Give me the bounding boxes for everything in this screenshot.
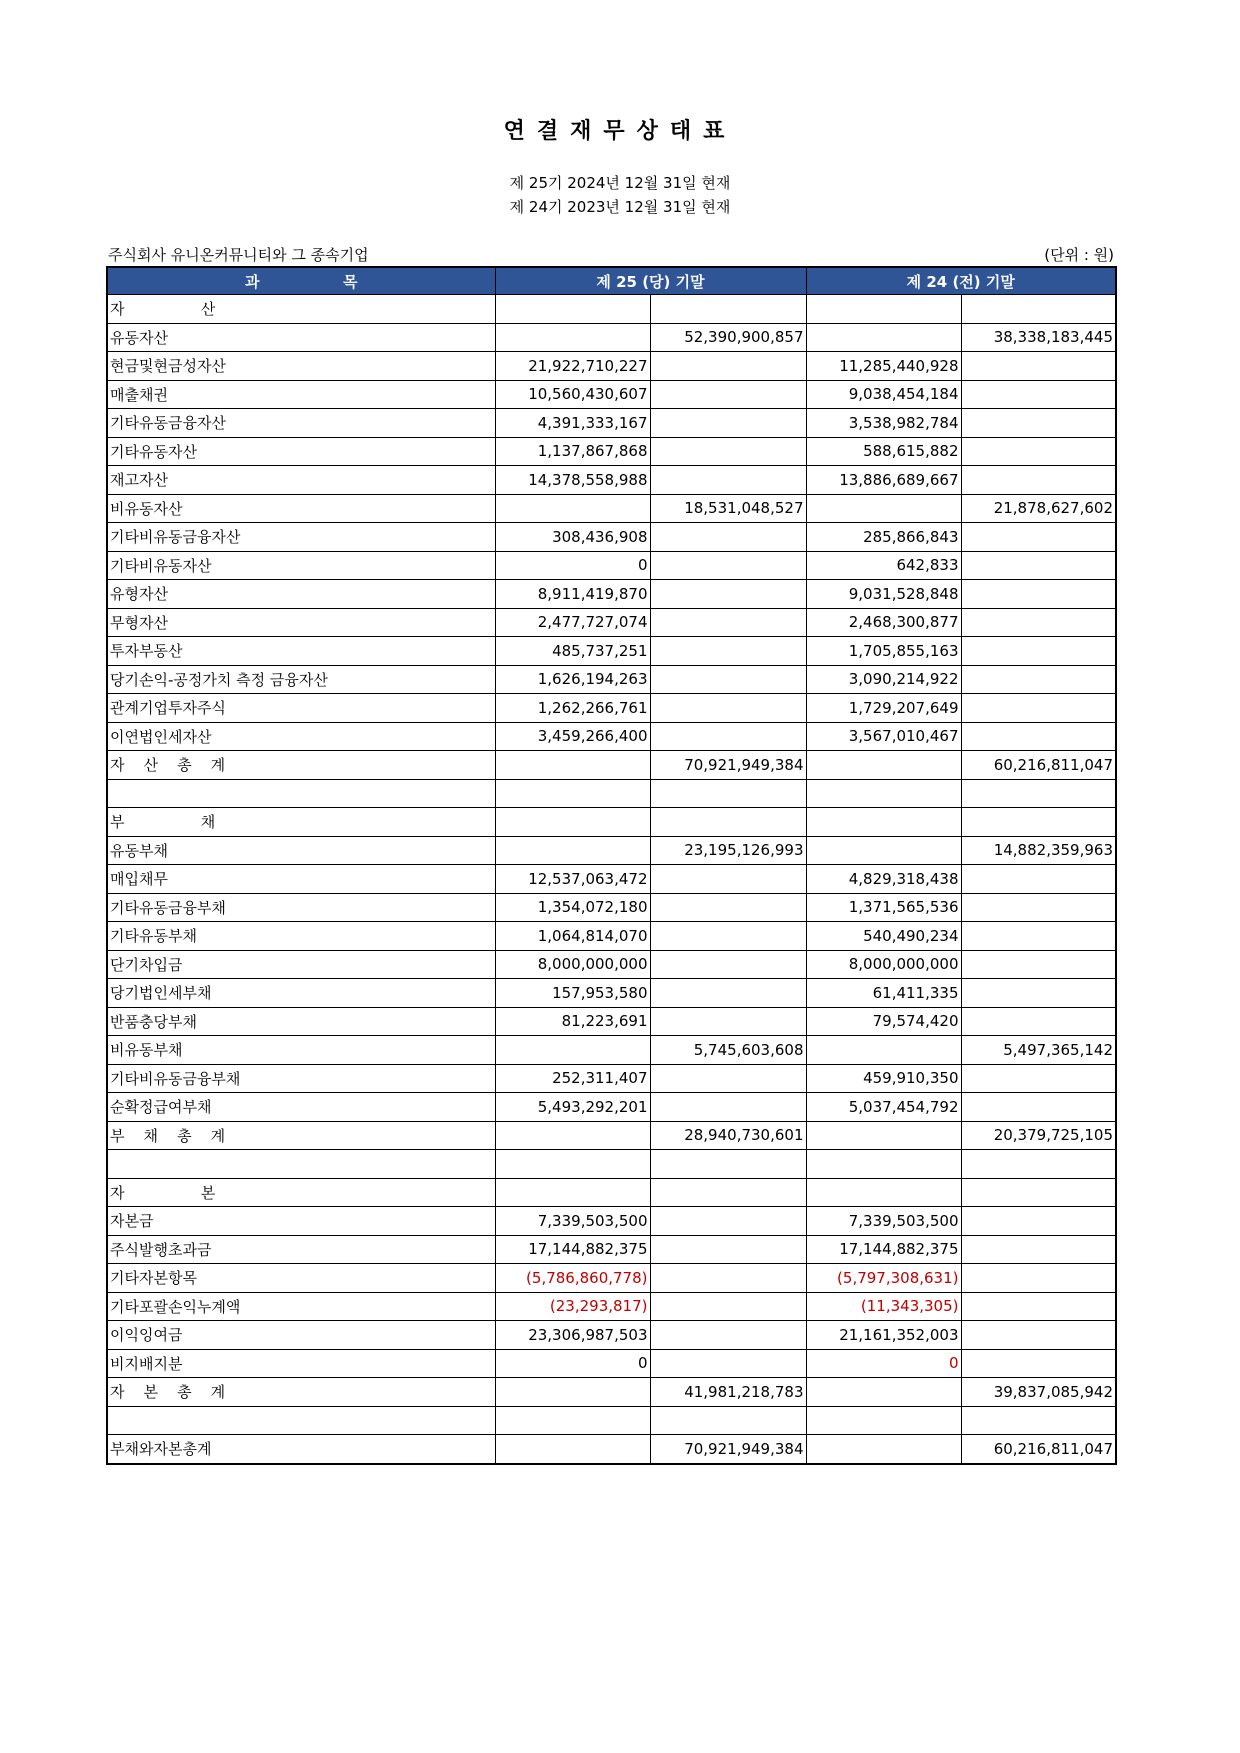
row-label: 당기법인세부채: [107, 979, 495, 1008]
table-row: [107, 637, 1116, 666]
current-total-value: [650, 722, 806, 751]
current-detail-value: [495, 494, 650, 523]
row-label: 유동자산: [107, 323, 495, 352]
table-row: [107, 1178, 1116, 1207]
current-total-value: [650, 1207, 806, 1236]
current-detail-value: 21,922,710,227: [495, 352, 650, 381]
prior-detail-value: 588,615,882: [806, 437, 961, 466]
prior-detail-value: 1,705,855,163: [806, 637, 961, 666]
current-detail-value: [495, 1121, 650, 1150]
prior-total-value: [961, 1207, 1116, 1236]
prior-detail-value: 17,144,882,375: [806, 1235, 961, 1264]
current-total-value: 70,921,949,384: [650, 751, 806, 780]
prior-total-value: [961, 580, 1116, 609]
prior-detail-value: 8,000,000,000: [806, 950, 961, 979]
table-row: [107, 722, 1116, 751]
row-label: 매출채권: [107, 380, 495, 409]
current-detail-value: 252,311,407: [495, 1064, 650, 1093]
table-row: [107, 694, 1116, 723]
prior-total-value: 5,497,365,142: [961, 1036, 1116, 1065]
current-total-value: [650, 409, 806, 438]
current-detail-value: [495, 1378, 650, 1407]
prior-total-value: [961, 380, 1116, 409]
current-detail-value: 0: [495, 1349, 650, 1378]
row-label: 주식발행초과금: [107, 1235, 495, 1264]
current-total-value: [650, 1093, 806, 1122]
prior-total-value: 14,882,359,963: [961, 836, 1116, 865]
unit-label: (단위 : 원): [1044, 246, 1114, 264]
prior-total-value: [961, 979, 1116, 1008]
current-detail-value: 3,459,266,400: [495, 722, 650, 751]
prior-detail-value: [806, 808, 961, 837]
prior-total-value: 20,379,725,105: [961, 1121, 1116, 1150]
current-total-value: [650, 637, 806, 666]
header-item: 과 목: [107, 267, 495, 295]
row-label: 기타비유동자산: [107, 551, 495, 580]
prior-detail-value: [806, 1406, 961, 1435]
prior-total-value: 60,216,811,047: [961, 751, 1116, 780]
prior-total-value: [961, 1178, 1116, 1207]
prior-total-value: [961, 694, 1116, 723]
row-label: 자 본: [107, 1178, 495, 1207]
table-row: [107, 922, 1116, 951]
current-detail-value: 485,737,251: [495, 637, 650, 666]
current-total-value: [650, 1406, 806, 1435]
table-row: [107, 380, 1116, 409]
prior-total-value: [961, 437, 1116, 466]
current-detail-value: (23,293,817): [495, 1292, 650, 1321]
table-row: [107, 808, 1116, 837]
current-total-value: 28,940,730,601: [650, 1121, 806, 1150]
header-prior: 제 24 (전) 기말: [806, 267, 1116, 295]
row-label: 자 본 총 계: [107, 1378, 495, 1407]
current-detail-value: 1,354,072,180: [495, 893, 650, 922]
table-row: [107, 1036, 1116, 1065]
current-total-value: [650, 1292, 806, 1321]
current-total-value: [650, 437, 806, 466]
row-label: [107, 1150, 495, 1179]
table-row: [107, 352, 1116, 381]
current-detail-value: 5,493,292,201: [495, 1093, 650, 1122]
current-total-value: [650, 694, 806, 723]
prior-total-value: 60,216,811,047: [961, 1435, 1116, 1464]
table-row: [107, 1321, 1116, 1350]
prior-detail-value: 61,411,335: [806, 979, 961, 1008]
current-detail-value: [495, 323, 650, 352]
table-row: [107, 950, 1116, 979]
current-total-value: [650, 893, 806, 922]
current-total-value: [650, 779, 806, 808]
row-label: 유동부채: [107, 836, 495, 865]
prior-total-value: [961, 808, 1116, 837]
current-total-value: [650, 466, 806, 495]
prior-total-value: [961, 665, 1116, 694]
current-detail-value: (5,786,860,778): [495, 1264, 650, 1293]
row-label: 자 산 총 계: [107, 751, 495, 780]
row-label: 관계기업투자주식: [107, 694, 495, 723]
period-prior: 제 24기 2023년 12월 31일 현재: [509, 198, 731, 216]
table-row: [107, 1292, 1116, 1321]
current-detail-value: 7,339,503,500: [495, 1207, 650, 1236]
prior-detail-value: 285,866,843: [806, 523, 961, 552]
row-label: 무형자산: [107, 608, 495, 637]
row-label: 비지배지분: [107, 1349, 495, 1378]
current-total-value: [650, 523, 806, 552]
table-row: [107, 466, 1116, 495]
current-total-value: [650, 665, 806, 694]
prior-detail-value: (11,343,305): [806, 1292, 961, 1321]
row-label: 기타유동금융자산: [107, 409, 495, 438]
row-label: 비유동부채: [107, 1036, 495, 1065]
table-row: [107, 665, 1116, 694]
row-label: 비유동자산: [107, 494, 495, 523]
row-label: 이익잉여금: [107, 1321, 495, 1350]
prior-total-value: [961, 1235, 1116, 1264]
current-total-value: 41,981,218,783: [650, 1378, 806, 1407]
table-body: [107, 295, 1116, 1464]
prior-detail-value: 13,886,689,667: [806, 466, 961, 495]
prior-total-value: [961, 551, 1116, 580]
prior-detail-value: [806, 295, 961, 324]
current-detail-value: [495, 1178, 650, 1207]
current-total-value: [650, 1264, 806, 1293]
row-label: 기타자본항목: [107, 1264, 495, 1293]
current-detail-value: 12,537,063,472: [495, 865, 650, 894]
prior-detail-value: 11,285,440,928: [806, 352, 961, 381]
table-row: [107, 979, 1116, 1008]
current-total-value: [650, 1321, 806, 1350]
table-row: [107, 1435, 1116, 1464]
table-row: [107, 1064, 1116, 1093]
current-detail-value: 8,000,000,000: [495, 950, 650, 979]
prior-total-value: [961, 1321, 1116, 1350]
prior-total-value: [961, 1093, 1116, 1122]
prior-detail-value: 5,037,454,792: [806, 1093, 961, 1122]
table-row: [107, 893, 1116, 922]
current-detail-value: [495, 1150, 650, 1179]
prior-detail-value: [806, 779, 961, 808]
prior-total-value: 21,878,627,602: [961, 494, 1116, 523]
current-detail-value: 23,306,987,503: [495, 1321, 650, 1350]
prior-total-value: [961, 1292, 1116, 1321]
company-name: 주식회사 유니온커뮤니티와 그 종속기업: [108, 246, 369, 264]
prior-detail-value: 3,538,982,784: [806, 409, 961, 438]
prior-detail-value: [806, 836, 961, 865]
table-row: [107, 751, 1116, 780]
row-label: 기타포괄손익누계액: [107, 1292, 495, 1321]
row-label: 자 산: [107, 295, 495, 324]
prior-detail-value: 4,829,318,438: [806, 865, 961, 894]
current-detail-value: [495, 751, 650, 780]
prior-total-value: 39,837,085,942: [961, 1378, 1116, 1407]
prior-total-value: [961, 466, 1116, 495]
table-row: [107, 523, 1116, 552]
prior-detail-value: [806, 494, 961, 523]
balance-sheet-table: [106, 266, 1117, 1465]
current-total-value: 70,921,949,384: [650, 1435, 806, 1464]
prior-total-value: 38,338,183,445: [961, 323, 1116, 352]
current-total-value: [650, 1235, 806, 1264]
prior-detail-value: [806, 751, 961, 780]
current-total-value: [650, 295, 806, 324]
table-row: [107, 295, 1116, 324]
row-label: 단기차입금: [107, 950, 495, 979]
current-detail-value: 1,626,194,263: [495, 665, 650, 694]
row-label: 기타유동자산: [107, 437, 495, 466]
current-detail-value: 1,262,266,761: [495, 694, 650, 723]
table-row: [107, 1121, 1116, 1150]
prior-detail-value: 1,371,565,536: [806, 893, 961, 922]
prior-detail-value: 540,490,234: [806, 922, 961, 951]
prior-total-value: [961, 1150, 1116, 1179]
current-total-value: 23,195,126,993: [650, 836, 806, 865]
current-detail-value: [495, 779, 650, 808]
header-current: 제 25 (당) 기말: [495, 267, 806, 295]
table-row: [107, 865, 1116, 894]
current-detail-value: 1,064,814,070: [495, 922, 650, 951]
table-row: [107, 1378, 1116, 1407]
table-row: [107, 1207, 1116, 1236]
current-detail-value: [495, 1435, 650, 1464]
current-detail-value: 4,391,333,167: [495, 409, 650, 438]
row-label: [107, 779, 495, 808]
current-total-value: 52,390,900,857: [650, 323, 806, 352]
row-label: 자본금: [107, 1207, 495, 1236]
current-detail-value: 0: [495, 551, 650, 580]
current-detail-value: [495, 1406, 650, 1435]
row-label: 재고자산: [107, 466, 495, 495]
current-total-value: [650, 608, 806, 637]
prior-detail-value: 1,729,207,649: [806, 694, 961, 723]
row-label: 기타비유동금융부채: [107, 1064, 495, 1093]
prior-detail-value: 2,468,300,877: [806, 608, 961, 637]
table-row: [107, 1406, 1116, 1435]
row-label: 기타유동부채: [107, 922, 495, 951]
table-row: [107, 494, 1116, 523]
prior-detail-value: [806, 1435, 961, 1464]
row-label: 당기손익-공정가치 측정 금융자산: [107, 665, 495, 694]
current-detail-value: 14,378,558,988: [495, 466, 650, 495]
table-row: [107, 608, 1116, 637]
current-detail-value: 1,137,867,868: [495, 437, 650, 466]
prior-detail-value: 79,574,420: [806, 1007, 961, 1036]
prior-total-value: [961, 779, 1116, 808]
prior-total-value: [961, 1406, 1116, 1435]
current-total-value: [650, 380, 806, 409]
prior-total-value: [961, 409, 1116, 438]
prior-total-value: [961, 1064, 1116, 1093]
current-total-value: 5,745,603,608: [650, 1036, 806, 1065]
prior-detail-value: [806, 1178, 961, 1207]
prior-detail-value: [806, 1036, 961, 1065]
current-total-value: [650, 950, 806, 979]
prior-detail-value: 9,038,454,184: [806, 380, 961, 409]
row-label: 부 채 총 계: [107, 1121, 495, 1150]
current-detail-value: [495, 836, 650, 865]
row-label: 현금및현금성자산: [107, 352, 495, 381]
prior-total-value: [961, 922, 1116, 951]
current-total-value: [650, 1178, 806, 1207]
prior-detail-value: 459,910,350: [806, 1064, 961, 1093]
table-row: [107, 580, 1116, 609]
current-detail-value: 10,560,430,607: [495, 380, 650, 409]
table-header-row: [107, 267, 1116, 295]
period-current: 제 25기 2024년 12월 31일 현재: [509, 174, 731, 192]
prior-total-value: [961, 722, 1116, 751]
current-total-value: [650, 922, 806, 951]
prior-total-value: [961, 608, 1116, 637]
table-row: [107, 1093, 1116, 1122]
table-row: [107, 1150, 1116, 1179]
current-total-value: [650, 1064, 806, 1093]
prior-total-value: [961, 637, 1116, 666]
row-label: 순확정급여부채: [107, 1093, 495, 1122]
prior-detail-value: [806, 323, 961, 352]
prior-total-value: [961, 1007, 1116, 1036]
current-detail-value: 157,953,580: [495, 979, 650, 1008]
table-row: [107, 836, 1116, 865]
prior-detail-value: 642,833: [806, 551, 961, 580]
current-detail-value: [495, 295, 650, 324]
table-row: [107, 779, 1116, 808]
table-row: [107, 1264, 1116, 1293]
table-row: [107, 1007, 1116, 1036]
row-label: 부 채: [107, 808, 495, 837]
current-detail-value: 2,477,727,074: [495, 608, 650, 637]
prior-detail-value: [806, 1121, 961, 1150]
prior-total-value: [961, 893, 1116, 922]
current-detail-value: 308,436,908: [495, 523, 650, 552]
current-detail-value: 8,911,419,870: [495, 580, 650, 609]
prior-detail-value: [806, 1150, 961, 1179]
table-row: [107, 1349, 1116, 1378]
prior-total-value: [961, 865, 1116, 894]
prior-detail-value: 3,567,010,467: [806, 722, 961, 751]
current-total-value: [650, 1349, 806, 1378]
current-total-value: [650, 1150, 806, 1179]
row-label: 이연법인세자산: [107, 722, 495, 751]
prior-detail-value: 3,090,214,922: [806, 665, 961, 694]
row-label: 반품충당부채: [107, 1007, 495, 1036]
current-detail-value: [495, 1036, 650, 1065]
current-detail-value: [495, 808, 650, 837]
page-title: 연결재무상태표: [503, 119, 737, 144]
prior-detail-value: (5,797,308,631): [806, 1264, 961, 1293]
row-label: 기타비유동금융자산: [107, 523, 495, 552]
current-total-value: [650, 352, 806, 381]
row-label: 부채와자본총계: [107, 1435, 495, 1464]
current-total-value: 18,531,048,527: [650, 494, 806, 523]
table-row: [107, 323, 1116, 352]
current-detail-value: 17,144,882,375: [495, 1235, 650, 1264]
prior-total-value: [961, 295, 1116, 324]
prior-total-value: [961, 1264, 1116, 1293]
row-label: 유형자산: [107, 580, 495, 609]
prior-total-value: [961, 523, 1116, 552]
current-total-value: [650, 1007, 806, 1036]
current-total-value: [650, 865, 806, 894]
current-total-value: [650, 551, 806, 580]
row-label: 기타유동금융부채: [107, 893, 495, 922]
prior-detail-value: 0: [806, 1349, 961, 1378]
current-total-value: [650, 580, 806, 609]
prior-detail-value: 9,031,528,848: [806, 580, 961, 609]
prior-total-value: [961, 950, 1116, 979]
prior-detail-value: 7,339,503,500: [806, 1207, 961, 1236]
prior-total-value: [961, 1349, 1116, 1378]
row-label: [107, 1406, 495, 1435]
current-detail-value: 81,223,691: [495, 1007, 650, 1036]
prior-detail-value: 21,161,352,003: [806, 1321, 961, 1350]
table-row: [107, 551, 1116, 580]
current-total-value: [650, 808, 806, 837]
prior-total-value: [961, 352, 1116, 381]
current-total-value: [650, 979, 806, 1008]
row-label: 매입채무: [107, 865, 495, 894]
table-row: [107, 1235, 1116, 1264]
prior-detail-value: [806, 1378, 961, 1407]
table-row: [107, 437, 1116, 466]
row-label: 투자부동산: [107, 637, 495, 666]
table-row: [107, 409, 1116, 438]
